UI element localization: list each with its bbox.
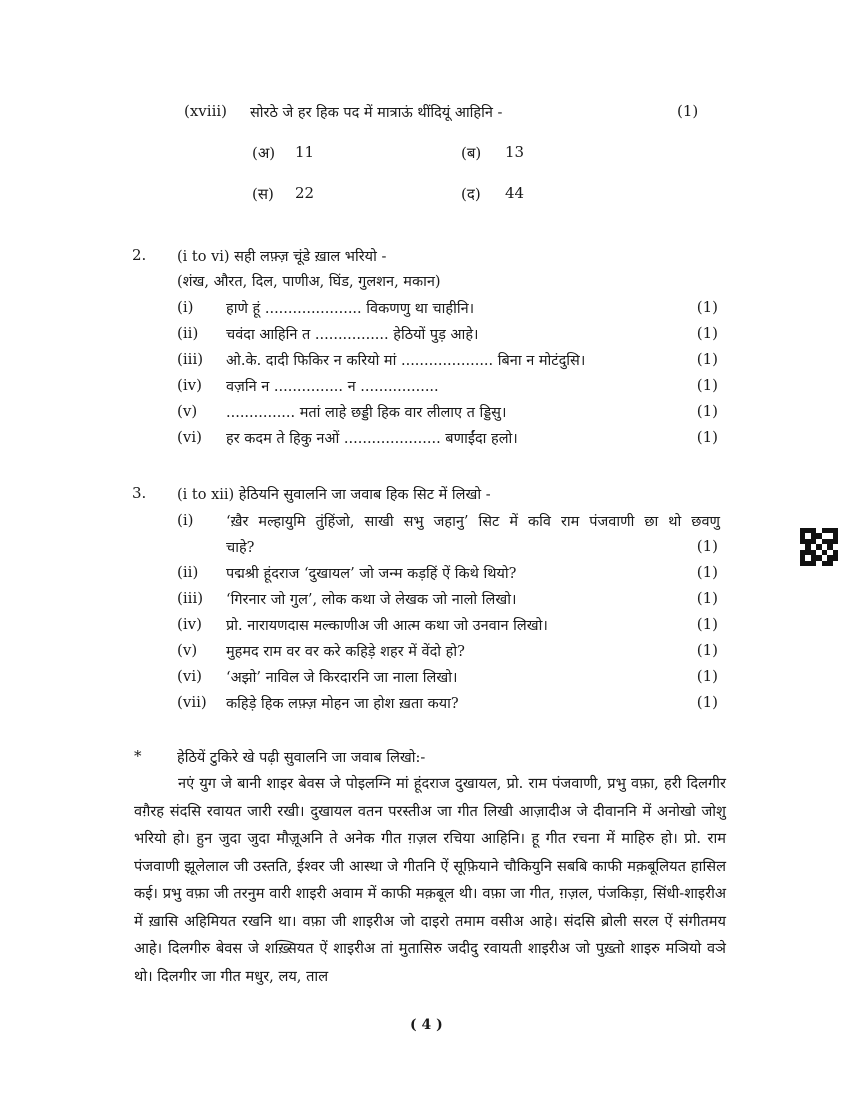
qr-code-icon xyxy=(800,528,838,566)
q2-item-marks: (1) xyxy=(696,428,718,446)
q2-item-text: वज़नि न ............... न ................. xyxy=(226,379,439,395)
q18-marks: (1) xyxy=(677,102,699,120)
q3-item-text: ‘गिरनार जो गुल’, लोक कथा जे लेखक जो नालो लिखो। xyxy=(226,592,517,608)
q3-item-marks: (1) xyxy=(696,667,718,685)
q3-item-text: ‘ख़ैर मल्हायुमि तुंहिंजो, साखी सभु जहानु’ सिट में कवि राम पंजवाणी छा थो छवणु xyxy=(226,514,720,530)
q2-item-number: (iv) xyxy=(177,376,202,394)
q3-item-text: कहिड़े हिक लफ़्ज़ मोहन जा होश ख़ता कया? xyxy=(226,696,459,712)
q3-item-number: (i) xyxy=(177,511,194,529)
q2-item-text: ............... मतां लाहे छड्डी हिक वार लीलाए त ड्डिसु। xyxy=(226,405,507,421)
q2-number: 2. xyxy=(132,246,147,264)
page-number: ( 4 ) xyxy=(410,1017,443,1033)
option-value: 13 xyxy=(505,143,525,161)
q2-item-number: (iii) xyxy=(177,350,204,368)
q3-item-number: (iii) xyxy=(177,589,204,607)
option-label: (स) xyxy=(252,185,274,203)
q2-heading: (i to vi) सही लफ़्ज़ चूंडे ख़ाल भरियो - xyxy=(177,249,387,265)
q2-item-text: हाणे हूं ..................... विकणणु था चाहीनि। xyxy=(226,301,475,317)
q2-item-marks: (1) xyxy=(696,350,718,368)
passage-star: * xyxy=(134,747,142,765)
q3-item-text: प्रो. नारायणदास मल्काणीअ जी आत्म कथा जो उनवान लिखो। xyxy=(226,618,548,634)
q2-word-list: (शंख, औरत, दिल, पाणीअ, घिंड, गुलशन, मकान) xyxy=(177,274,441,290)
q3-item-text-continued: चाहे? xyxy=(226,540,255,556)
q2-item-number: (v) xyxy=(177,402,198,420)
q3-item-number: (iv) xyxy=(177,615,202,633)
passage-text: नएं युग जे बानी शाइर बेवस जे पोइलग्नि मां हूंदराज दुखायल, प्रो. राम पंजवाणी, प्रभु वफ़ा, हरी दिलगीर वग़ैरह संदसि रवायत जारी रखी। दुखायल वतन परस्तीअ जा गीत लिखी आज़ादीअ जे दीवाननि में अनोखो जोशु भरियो हो। हुन जुदा जुदा मौज़ूअनि ते अनेक गीत ग़ज़ल रचिया आहिनि। हू गीत रचना में माहिरु हो। प्रो. राम पंजवाणी झूलेलाल जी उस्तति, ईश्वर जी आस्था जे गीतनि ऐं सूफ़ियाने चौकियुनि सबबि काफी मक़बूलियत हासिल कई। प्रभु वफ़ा जी तरनुम वारी शाइरी अवाम में काफी मक़बूल थी। वफ़ा जा गीत, ग़ज़ल, पंजकिड़ा, सिंधी-शाइरीअ में ख़ासि अहिमियत रखनि था। वफ़ा जी शाइरीअ जो दाइरो तमाम वसीअ आहे। संदसि ब्रोली सरल ऐं संगीतमय आहे। दिलगीरु बेवस जे शख़्सियत ऐं शाइरीअ तां मुतासिरु जदीदु रवायती शाइरीअ जो पुख़्तो शाइरु मञियो वञे थो। दिलगीर जा गीत मधुर, लय, ताल xyxy=(134,775,726,985)
q3-item-number: (vi) xyxy=(177,667,202,685)
q3-item-text: ‘अझो’ नाविल जे किरदारनि जा नाला लिखो। xyxy=(226,670,458,686)
q18-text: सोरठे जे हर हिक पद में मात्राऊं थींदियूं आहिनि - xyxy=(250,105,503,121)
option-label: (ब) xyxy=(461,144,482,162)
passage-body xyxy=(134,770,726,990)
q18-number: (xviii) xyxy=(184,102,228,120)
q3-item-marks: (1) xyxy=(696,615,718,633)
q3-item-number: (v) xyxy=(177,641,198,659)
option-value: 11 xyxy=(295,143,315,161)
q3-item-marks: (1) xyxy=(696,537,718,555)
option-value: 22 xyxy=(295,184,315,202)
q2-item-number: (i) xyxy=(177,298,194,316)
q3-item-text: मुहमद राम वर वर करे कहिड़े शहर में वेंदो हो? xyxy=(226,644,465,660)
option-label: (द) xyxy=(461,185,481,203)
q2-item-marks: (1) xyxy=(696,376,718,394)
q3-item-marks: (1) xyxy=(696,563,718,581)
option-label: (अ) xyxy=(252,144,276,162)
q2-item-number: (vi) xyxy=(177,428,202,446)
q2-item-marks: (1) xyxy=(696,324,718,342)
q2-item-number: (ii) xyxy=(177,324,199,342)
option-value: 44 xyxy=(505,184,525,202)
q2-item-text: चवंदा आहिनि त ................ हेठियों पुड़ आहे। xyxy=(226,327,479,343)
q3-number: 3. xyxy=(132,484,147,502)
q3-item-number: (ii) xyxy=(177,563,199,581)
q3-item-marks: (1) xyxy=(696,693,718,711)
q3-heading: (i to xii) हेठियनि सुवालनि जा जवाब हिक सिट में लिखो - xyxy=(177,487,491,503)
q3-item-number: (vii) xyxy=(177,693,207,711)
passage-heading: हेठियें टुकिरे खे पढ़ी सुवालनि जा जवाब लिखो:- xyxy=(177,750,426,766)
q3-item-marks: (1) xyxy=(696,641,718,659)
q2-item-marks: (1) xyxy=(696,298,718,316)
q3-item-marks: (1) xyxy=(696,589,718,607)
q2-item-text: ओ.के. दादी फिकिर न करियो मां .................... बिना न मोटंदुसि। xyxy=(226,353,586,369)
q3-item-text: पद्मश्री हूंदराज ‘दुखायल’ जो जन्म कड़हिं ऐं किथे थियो? xyxy=(226,566,517,582)
q2-item-marks: (1) xyxy=(696,402,718,420)
q2-item-text: हर कदम ते हिकु नओं ..................... बणाईंदा हलो। xyxy=(226,431,518,447)
